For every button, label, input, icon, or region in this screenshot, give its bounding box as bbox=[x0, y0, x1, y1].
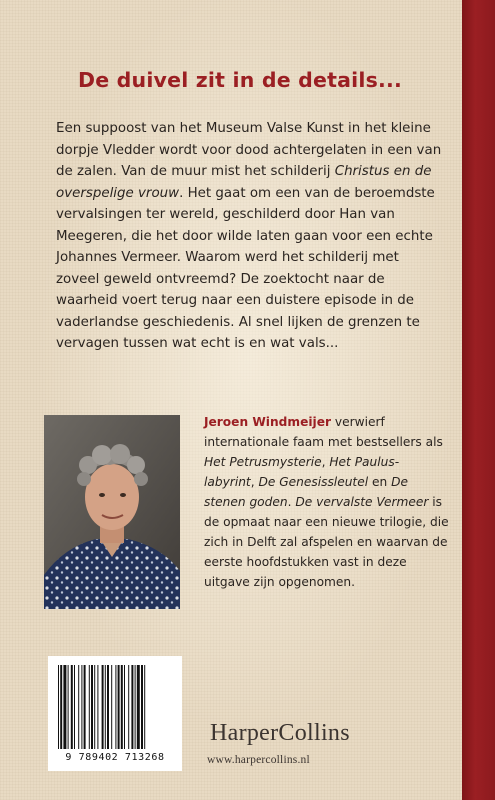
book-title-2: Het Paulus-labyrint bbox=[204, 455, 400, 489]
author-bio bbox=[204, 412, 449, 592]
author-photo bbox=[44, 415, 180, 609]
author-name: Jeroen Windmeijer bbox=[204, 415, 331, 429]
publisher-logo: HarperCollins bbox=[210, 720, 350, 746]
barcode-digits: 9 789402 713268 bbox=[65, 752, 165, 763]
blurb bbox=[56, 118, 442, 355]
bio-sep-3: . bbox=[287, 495, 296, 509]
blurb-text-2: . Het gaat om een van de beroemdste vervalsingen ter wereld, geschilderd door Han van Meegeren, die het door wilde laten gaan voor een echte Johannes Vermeer. Waarom werd het schilderij met zoveel geweld ontvreemd? De zoektocht naar de waarheid voert terug naar een duistere episode in de vaderlandse geschiedenis. Al snel lijken de grenzen te vervagen tussen wat echt is en wat vals... bbox=[56, 185, 435, 351]
bio-text-2: en bbox=[368, 475, 392, 489]
tagline: De duivel zit in de details... bbox=[78, 68, 402, 92]
painting-title: Christus en de overspelige vrouw bbox=[56, 164, 432, 201]
publisher-url: www.harpercollins.nl bbox=[207, 754, 310, 766]
book-title-4: De stenen goden bbox=[204, 475, 408, 509]
bio-text-1: verwierf internationale faam met bestsellers als bbox=[204, 415, 443, 449]
book-title-5: De vervalste Vermeer bbox=[295, 495, 429, 509]
bio-text-3: is de opmaat naar een nieuwe trilogie, die zich in Delft zal afspelen en waarvan de eerste hoofdstukken vast in deze uitgave zijn opgenomen. bbox=[204, 495, 449, 589]
bio-sep-2: , bbox=[250, 475, 259, 489]
red-spine-stripe bbox=[462, 0, 495, 800]
blurb-text-1: Een suppoost van het Museum Valse Kunst in het kleine dorpje Vledder wordt voor dood achtergelaten in een van de zalen. Van de muur mist het schilderij bbox=[56, 121, 442, 179]
barcode-bars bbox=[58, 665, 172, 749]
book-title-3: De Genesissleutel bbox=[258, 475, 369, 489]
barcode bbox=[48, 656, 182, 771]
bio-sep-1: , bbox=[321, 455, 330, 469]
book-title-1: Het Petrusmysterie bbox=[204, 455, 322, 469]
